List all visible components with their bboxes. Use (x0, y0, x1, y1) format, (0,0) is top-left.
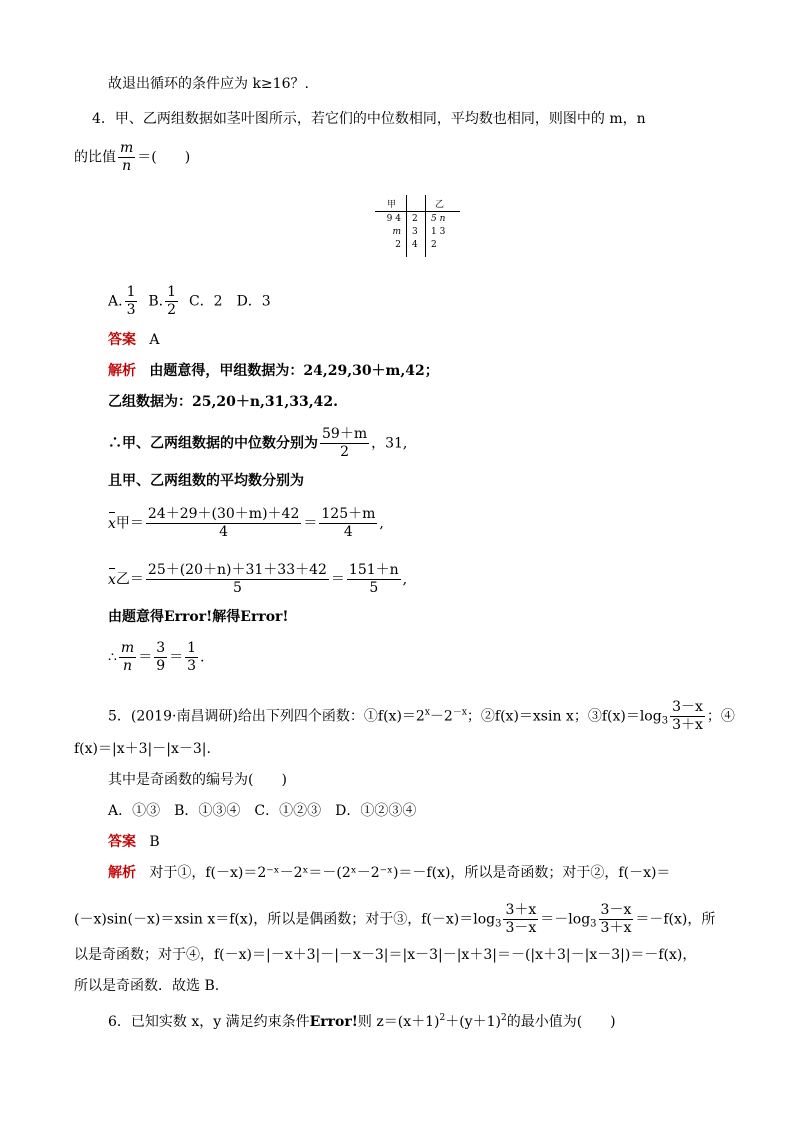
stemleaf-stem-2: 4 (412, 240, 418, 250)
log-frac1 (503, 902, 538, 937)
mean-sub: 乙 (115, 571, 130, 588)
frac-den: 4 (219, 524, 229, 540)
frac-den: 3＋x (600, 920, 632, 936)
frac-num: 1 (167, 284, 177, 300)
text: 5．(2019·南昌调研)给出下列四个函数：①f(x)＝2 (108, 708, 425, 725)
solution4-line1 (108, 362, 439, 380)
mean-jia-frac2 (319, 506, 377, 541)
mean-yi: x乙＝ $\frac{25+(20+n)+31+33+42}{5}$ ＝ $\frac{151+n}{5}$ , (108, 562, 408, 596)
solution5-line3: 以是奇函数；对于④，f(－x)＝|－x＋3|－|－x－3|＝|x－3|－|x＋3|＝－(|x＋3|－|x－3|)＝－f(x)， (74, 947, 697, 963)
frac-den: 3 (187, 658, 197, 674)
sub: 3 (590, 918, 597, 930)
frac-den: 2 (340, 444, 349, 460)
mean-yi-frac2 (347, 562, 401, 597)
frac-num: 3 (156, 640, 166, 656)
therefore: ∴ (108, 649, 117, 666)
frac-num: 25＋(20＋n)＋31＋33＋42 (147, 562, 327, 578)
frac-den: 3 (126, 302, 136, 318)
solution-text: 由题意得，甲组数据为：24,29,30＋m,42； (149, 363, 439, 379)
stemleaf-right-1: 1 3 (431, 227, 446, 237)
q4-options (108, 284, 271, 319)
frac-num: m (120, 640, 135, 656)
stemleaf-right-0: 5 n (431, 214, 446, 224)
mean-sub: 甲 (115, 515, 130, 532)
frac-num: m (120, 140, 134, 156)
text: ＝－log (540, 911, 591, 928)
sup: 2 (500, 1013, 507, 1023)
frac-num: 3＋x (505, 902, 537, 918)
ratio-fraction (118, 140, 135, 175)
q4-prefix: 的比值 (74, 149, 116, 166)
text: ；②f(x)＝xsin x；③f(x)＝log (466, 708, 662, 725)
text: 则 z＝(x＋1) (357, 1014, 440, 1030)
q4-stem-line1: 4．甲、乙两组数据如茎叶图所示，若它们的中位数相同，平均数也相同，则图中的 m，n (92, 111, 646, 127)
answer-value: B (149, 834, 160, 850)
option-cd: C．2 D．3 (188, 293, 271, 310)
answer-5 (108, 833, 160, 851)
text: ；④ (706, 708, 735, 725)
sub: 3 (661, 715, 669, 727)
q5-frac (670, 699, 705, 734)
ratio-frac3 (185, 640, 198, 675)
solution-text: 对于①，f(－x)＝2⁻ˣ－2ˣ＝－(2ˣ－2⁻ˣ)＝－f(x)，所以是奇函数；对于②，f(－x)＝ (149, 865, 671, 881)
solution5-line4: 所以是奇函数．故选 B. (74, 978, 220, 994)
text: －2 (429, 708, 453, 725)
option-a-label: A. (108, 293, 123, 310)
solution-conclusion-line: 故退出循环的条件应为 k≥16？. (108, 76, 309, 92)
frac-den: 9 (156, 658, 166, 674)
frac-den: n (122, 158, 132, 174)
frac-num: 59＋m (322, 426, 368, 442)
mean-jia: x甲＝ $\frac{24+29+(30+m)+42}{4}$ ＝ $\frac{125+m}{4}$ , (108, 506, 384, 540)
solution4-line4: 且甲、乙两组数的平均数分别为 (108, 473, 304, 489)
stemleaf-header-rule (375, 211, 460, 212)
solution4-line7: 由题意得Error!解得Error! (108, 609, 289, 625)
text: ＝－f(x)，所 (635, 911, 716, 928)
q5-options: A．①③ B．①③④ C．①②③ D．①②③④ (108, 803, 417, 819)
option-b-fraction (165, 284, 178, 319)
stemleaf-left-0: 9 4 (386, 214, 401, 224)
text: ∴甲、乙两组数据的中位数分别为 (108, 435, 318, 452)
option-a-fraction (125, 284, 138, 319)
median-fraction (320, 426, 369, 461)
solution-label: 解析 (108, 363, 136, 379)
mean-var: x (108, 571, 116, 588)
frac-den: 2 (167, 302, 177, 318)
solution5-line1 (108, 864, 670, 882)
stemleaf-head-right: 乙 (435, 200, 445, 210)
sub: 3 (495, 918, 502, 930)
answer-label: 答案 (108, 332, 136, 348)
ratio-frac2 (154, 640, 167, 675)
stemleaf-left-2: 2 (395, 240, 401, 250)
frac-num: 1 (126, 284, 136, 300)
q5-line3: 其中是奇函数的编号为( ) (108, 772, 287, 788)
frac-num: 125＋m (321, 506, 376, 522)
q6-line1 (108, 1009, 616, 1031)
frac-den: n (123, 658, 133, 674)
mean-jia-frac1 (146, 506, 301, 541)
frac-num: 151＋n (348, 562, 399, 578)
q5-line1 (108, 699, 735, 734)
q5-line2: f(x)＝|x＋3|－|x－3|. (74, 741, 211, 757)
stemleaf-stem-0: 2 (412, 214, 418, 224)
mean-var: x (108, 515, 116, 532)
sup: －x (452, 707, 467, 718)
q4-suffix: ＝( ) (137, 149, 191, 166)
solution-label: 解析 (108, 865, 136, 881)
stemleaf-head-left: 甲 (387, 200, 397, 210)
q4-stem-line2 (74, 140, 190, 175)
stemleaf-divider-right (425, 195, 426, 257)
frac-num: 24＋29＋(30＋m)＋42 (147, 506, 300, 522)
frac-den: 5 (232, 580, 242, 596)
frac-num: 3－x (600, 902, 632, 918)
ratio-frac1 (119, 640, 136, 675)
error-placeholder: Error! (309, 1014, 358, 1030)
text: ＋(y＋1) (445, 1014, 501, 1030)
stemleaf-stem-1: 3 (412, 227, 418, 237)
solution4-line2: 乙组数据为：25,20＋n,31,33,42. (108, 394, 338, 410)
text: ，31, (371, 435, 408, 452)
log-frac2 (599, 902, 634, 937)
option-b-label: B. (148, 293, 164, 310)
solution4-line3 (108, 426, 407, 461)
frac-num: 3－x (672, 699, 703, 715)
text: (－x)sin(－x)＝xsin x＝f(x)，所以是偶函数；对于③，f(－x)＝log (74, 911, 496, 928)
stem-leaf-plot (375, 195, 460, 257)
frac-num: 1 (187, 640, 197, 656)
stemleaf-right-2: 2 (431, 240, 437, 250)
stemleaf-divider-left (406, 195, 407, 257)
frac-den: 5 (369, 580, 379, 596)
text: 6．已知实数 x，y 满足约束条件 (108, 1014, 310, 1030)
answer-label: 答案 (108, 834, 136, 850)
text: 的最小值为( ) (506, 1014, 616, 1030)
solution4-line8: ∴ $\frac{m}{n}$ ＝ $\frac{3}{9}$ ＝ $\frac{1}{3}$ . (108, 640, 205, 674)
answer-4 (108, 331, 159, 349)
stemleaf-left-1: m (392, 227, 401, 237)
frac-den: 3－x (505, 920, 537, 936)
sup: 2 (439, 1013, 446, 1023)
sup: x (424, 707, 430, 718)
mean-yi-frac1 (146, 562, 329, 597)
answer-value: A (149, 332, 160, 348)
frac-den: 3＋x (672, 717, 703, 733)
frac-den: 4 (343, 524, 353, 540)
solution5-line2 (74, 902, 715, 937)
